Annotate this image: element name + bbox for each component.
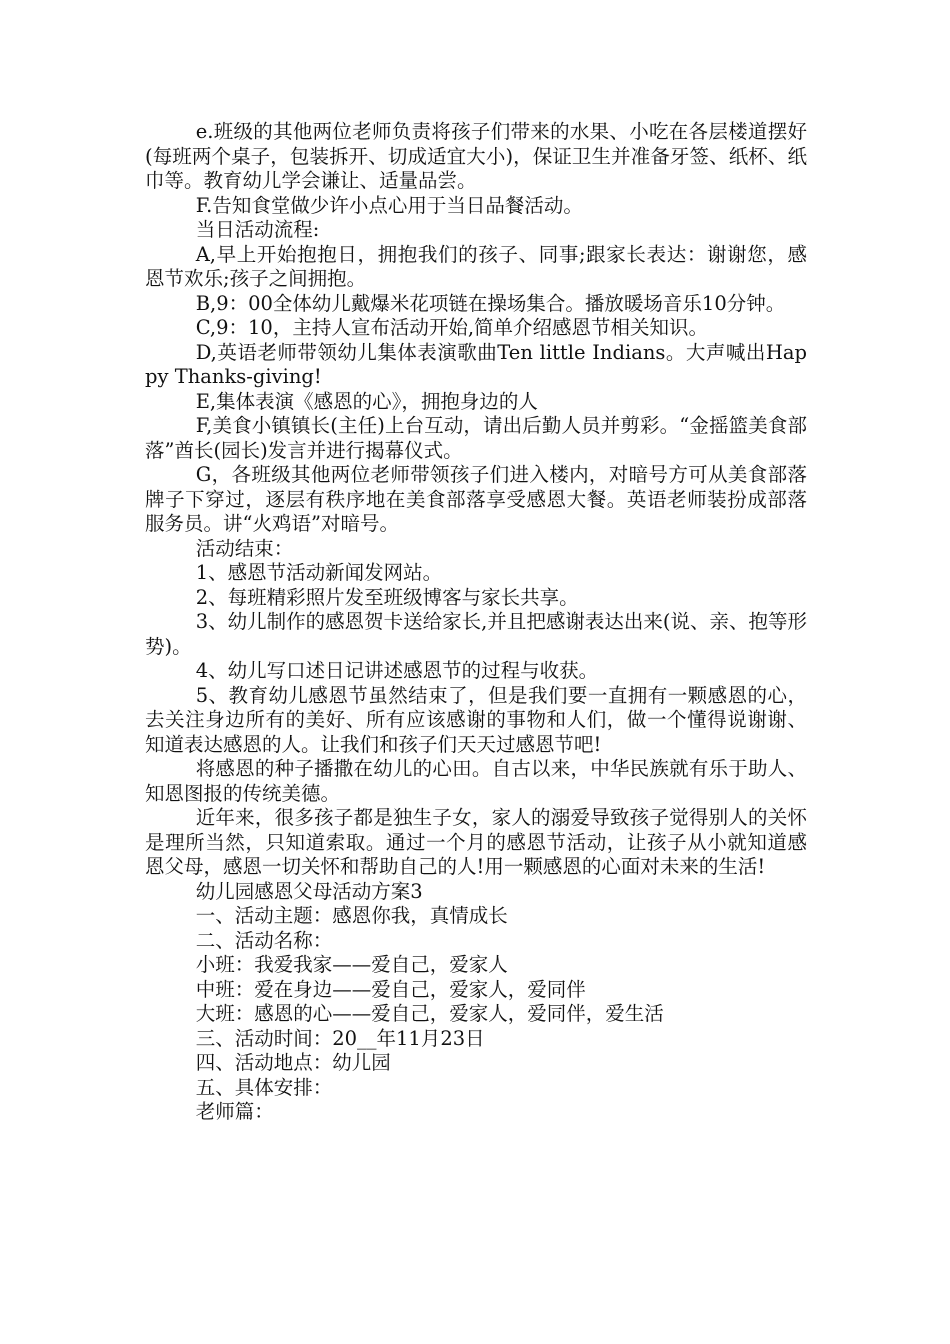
paragraph-canteen: F.告知食堂做少许小点心用于当日品餐活动。 [195,193,583,217]
paragraph-step-e: E,集体表演《感恩的心》，拥抱身边的人 [195,389,538,413]
activity-time: 三、活动时间：20__年11月23日 [195,1026,485,1050]
list-item-1: 1、感恩节活动新闻发网站。 [195,561,443,584]
activity-location: 四、活动地点：幼儿园 [195,1051,391,1074]
paragraph-step-d: D,英语老师带领幼儿集体表演歌曲Ten little Indians。大声喊出Happy Thanks-giving! [145,340,807,388]
list-item-4: 4、幼儿写口述日记讲述感恩节的过程与收获。 [195,659,599,682]
paragraph-step-a: A,早上开始抱抱日，拥抱我们的孩子、同事;跟家长表达：谢谢您，感恩节欢乐;孩子之间拥抱。 [145,242,807,290]
arrangement-heading: 五、具体安排： [195,1075,333,1099]
list-item-2: 2、每班精彩照片发至班级博客与家长共享。 [195,585,579,609]
paragraph-gratitude-seed: 将感恩的种子播撒在幼儿的心田。自古以来，中华民族就有乐于助人、知恩图报的传统美德。 [145,757,807,805]
paragraph-fruit-snacks: e.班级的其他两位老师负责将孩子们带来的水果、小吃在各层楼道摆好(每班两个桌子，包装拆开、切成适宜大小)，保证卫生并准备牙签、纸杯、纸巾等。教育幼儿学会谦让、适量品尝。 [145,120,807,192]
paragraph-step-c: C,9：10，主持人宣布活动开始,简单介绍感恩节相关知识。 [195,316,709,339]
section-title-plan-3: 幼儿园感恩父母活动方案3 [195,879,423,903]
activity-name-small-class: 小班：我爱我家——爱自己，爱家人 [195,953,508,976]
activity-name-big-class: 大班：感恩的心——爱自己，爱家人，爱同伴，爱生活 [195,1002,664,1025]
paragraph-recent-years: 近年来，很多孩子都是独生子女，家人的溺爱导致孩子觉得别人的关怀是理所当然，只知道索取。通过一个月的感恩节活动，让孩子从小就知道感恩父母，感恩一切关怀和帮助自己的人!用一颗感恩的心面对未来的生活! [145,806,807,878]
activity-theme: 一、活动主题：感恩你我，真情成长 [195,904,508,927]
teacher-section-heading: 老师篇： [195,1100,274,1123]
list-item-3: 3、幼儿制作的感恩贺卡送给家长,并且把感谢表达出来(说、亲、抱等形势)。 [145,610,807,658]
activity-name-heading: 二、活动名称： [195,928,333,952]
paragraph-step-g: G，各班级其他两位老师带领孩子们进入楼内，对暗号方可从美食部落牌子下穿过，逐层有秩序地在美食部落享受感恩大餐。英语老师装扮成部落服务员。讲“火鸡语”对暗号。 [145,463,807,535]
document-body [145,120,807,1125]
paragraph-step-b: B,9：00全体幼儿戴爆米花项链在操场集合。播放暖场音乐10分钟。 [195,291,786,315]
paragraph-step-f: F,美食小镇镇长(主任)上台互动，请出后勤人员并剪彩。“金摇篮美食部落”酋长(园长)发言并进行揭幕仪式。 [145,414,807,462]
activity-name-middle-class: 中班：爱在身边——爱自己，爱家人，爱同伴 [195,977,586,1001]
list-item-5: 5、教育幼儿感恩节虽然结束了，但是我们要一直拥有一颗感恩的心，去关注身边所有的美好、所有应该感谢的事物和人们，做一个懂得说谢谢、知道表达感恩的人。让我们和孩子们天天过感恩节吧! [145,683,807,756]
heading-activity-end: 活动结束： [195,536,294,560]
heading-daily-flow: 当日活动流程: [195,218,320,241]
